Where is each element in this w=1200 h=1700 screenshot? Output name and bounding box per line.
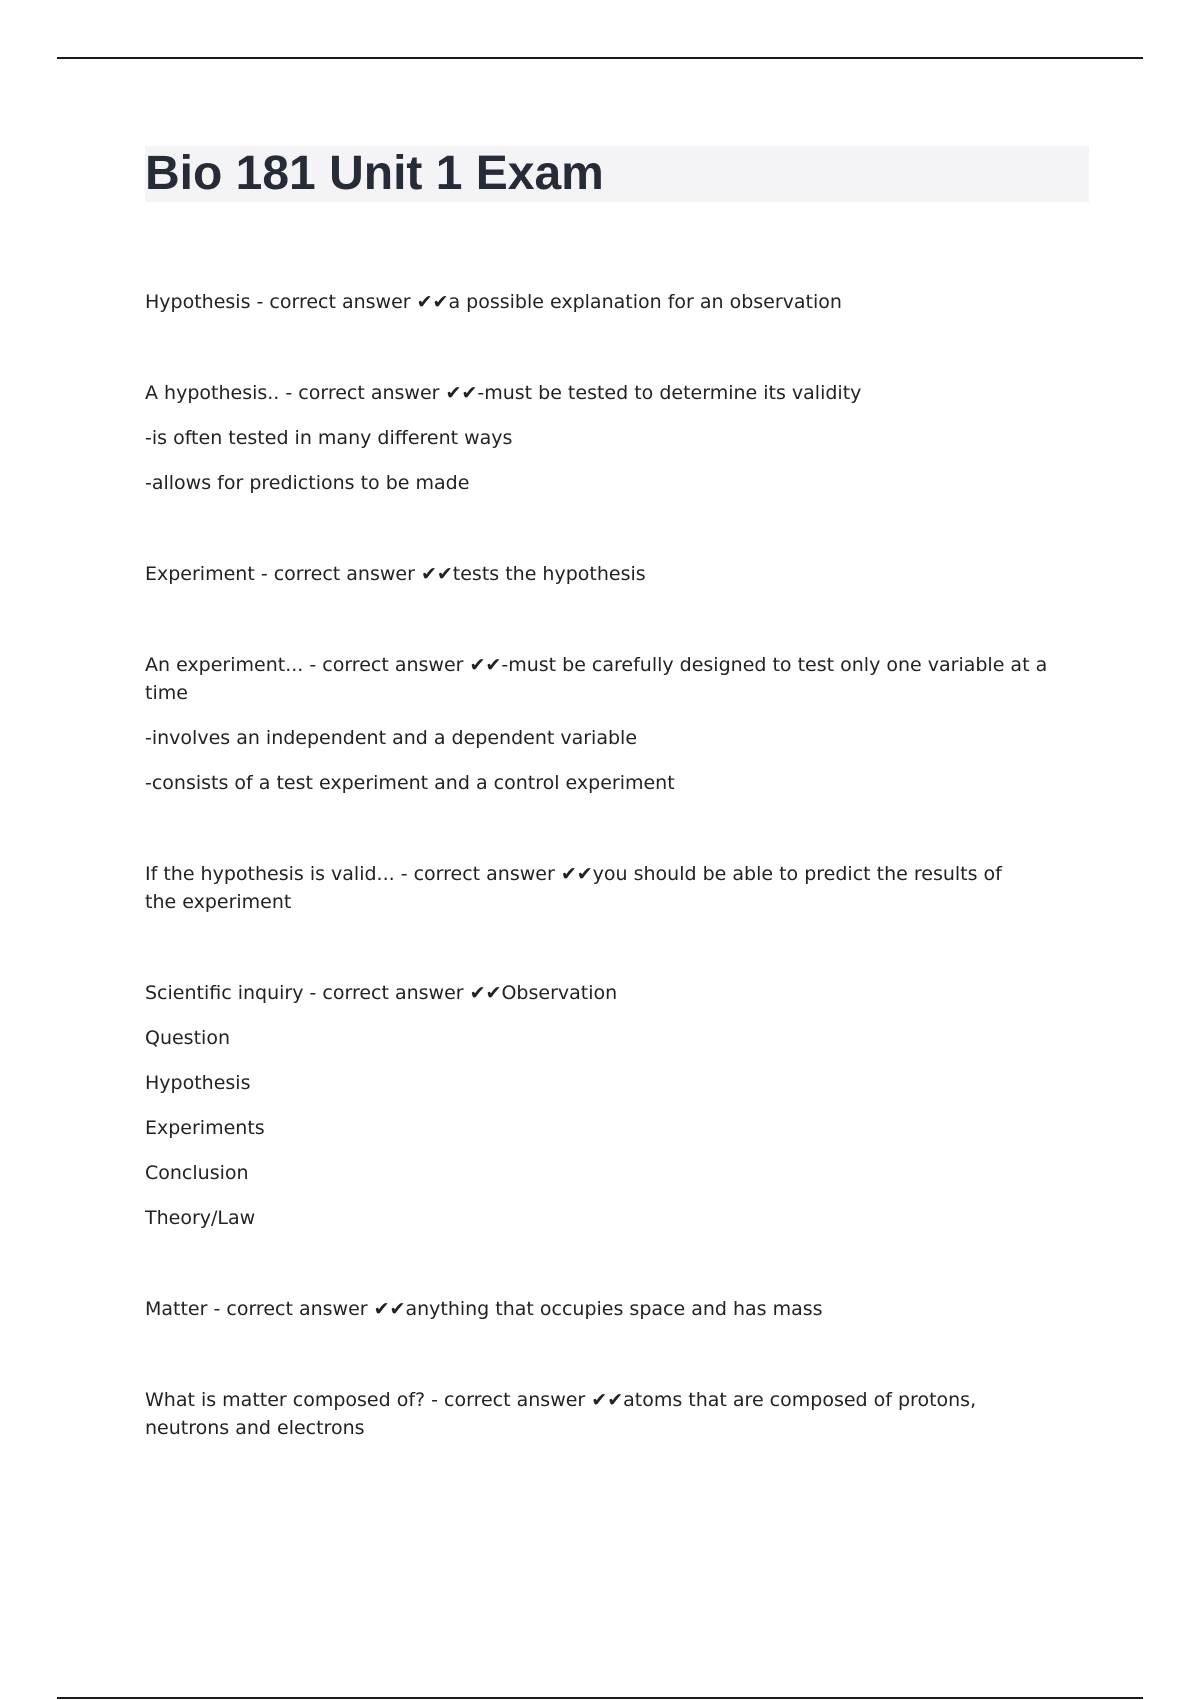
top-rule [57, 57, 1143, 59]
qa-question: What is matter composed of? - correct answer ✔✔atoms that are composed of protons, neutrons and electrons [145, 1389, 977, 1439]
qa-question: If the hypothesis is valid... - correct answer ✔✔you should be able to predict the results of the experiment [145, 863, 1002, 913]
qa-item [145, 1295, 1089, 1323]
qa-question: Scientific inquiry - correct answer ✔✔Observation [145, 982, 618, 1004]
qa-question: Experiment - correct answer ✔✔tests the hypothesis [145, 563, 646, 585]
qa-item [145, 651, 1089, 797]
qa-item [145, 560, 1089, 588]
qa-sub-line: Conclusion [145, 1162, 249, 1184]
qa-item [145, 288, 1089, 316]
qa-sub-line: -involves an independent and a dependent variable [145, 727, 638, 749]
qa-item [145, 1386, 1089, 1442]
qa-question: Hypothesis - correct answer ✔✔a possible explanation for an observation [145, 291, 842, 313]
qa-sub-line: Hypothesis [145, 1072, 251, 1094]
qa-sub-line: -consists of a test experiment and a control experiment [145, 772, 675, 794]
qa-sub-line: Experiments [145, 1117, 265, 1139]
qa-item [145, 979, 1089, 1232]
qa-question: Matter - correct answer ✔✔anything that occupies space and has mass [145, 1298, 823, 1320]
qa-question: A hypothesis.. - correct answer ✔✔-must be tested to determine its validity [145, 382, 862, 404]
qa-list [145, 288, 1089, 1505]
qa-sub-line: -allows for predictions to be made [145, 472, 470, 494]
qa-sub-line: Question [145, 1027, 230, 1049]
qa-item [145, 860, 1089, 916]
qa-sub-line: Theory/Law [145, 1207, 256, 1229]
bottom-rule [57, 1697, 1143, 1699]
qa-item [145, 379, 1089, 497]
qa-question: An experiment... - correct answer ✔✔-must be carefully designed to test only one variable at a time [145, 654, 1048, 704]
qa-sub-line: -is often tested in many different ways [145, 427, 513, 449]
page-title: Bio 181 Unit 1 Exam [145, 147, 604, 200]
